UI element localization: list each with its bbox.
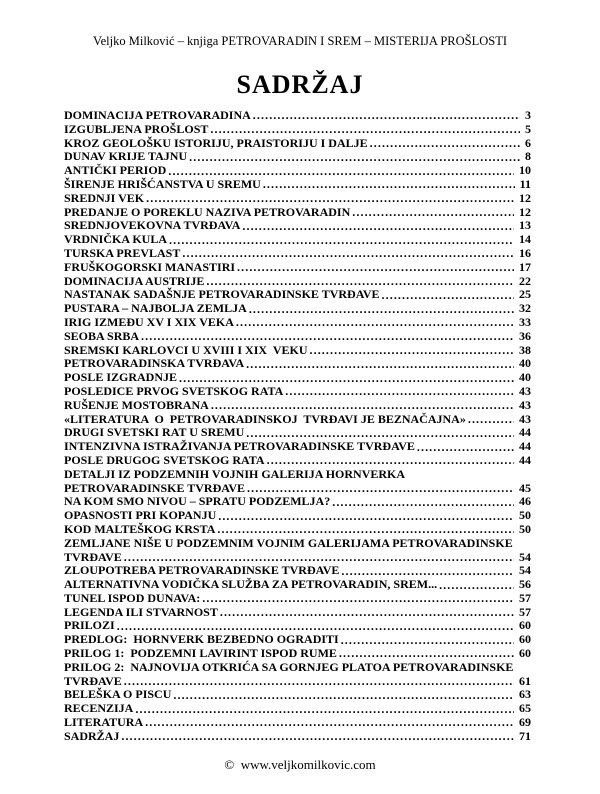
toc-entry-page-number: 25 <box>519 287 531 302</box>
toc-entry-page-number: 40 <box>519 356 531 371</box>
toc-entry <box>64 399 531 413</box>
toc-entry-page-number: 8 <box>525 149 531 164</box>
footer-copyright: © www.veljkomilkovic.com <box>224 756 376 772</box>
toc-entry-title: POSLE DRUGOG SVETSKOG RATA <box>64 452 265 467</box>
dot-leader <box>437 578 516 592</box>
dot-leader <box>339 633 516 647</box>
toc-entry <box>64 288 531 302</box>
toc-entry <box>64 233 531 247</box>
toc-entry-page-number: 61 <box>519 673 531 688</box>
toc-entry-page-number: 60 <box>519 618 531 633</box>
toc-entry-title: SREDNJI VEK <box>64 190 145 205</box>
toc-entry-page-number: 44 <box>519 425 531 440</box>
toc-entry <box>64 551 531 565</box>
toc-entry-title: IRIG IZMEĐU XV I XIX VEKA <box>64 314 234 329</box>
toc-entry-page-number: 17 <box>519 259 531 274</box>
toc-entry <box>64 592 531 606</box>
toc-entry-page-number: 54 <box>519 549 531 564</box>
toc-entry-title: RECENZIJA <box>64 701 134 716</box>
toc-entry <box>64 357 531 371</box>
toc-entry-title: NA KOM SMO NIVOU – SPRATU PODZEMLJA? <box>64 494 331 509</box>
dot-leader <box>283 385 516 399</box>
toc-entry-page-number: 63 <box>519 687 531 702</box>
toc-entry-page-number: 12 <box>519 204 531 219</box>
dot-leader <box>139 330 516 344</box>
dot-leader <box>308 344 517 358</box>
toc-entry-title: DRUGI SVETSKI RAT U SREMU <box>64 425 245 440</box>
dot-leader <box>143 716 516 730</box>
toc-entry <box>64 578 531 592</box>
toc-entry-title: POSLE IZGRADNJE <box>64 370 178 385</box>
toc-entry <box>64 482 531 496</box>
toc-entry <box>64 109 531 123</box>
dot-leader <box>218 606 516 620</box>
dot-leader <box>119 730 516 744</box>
dot-leader <box>133 702 516 716</box>
toc-entry <box>64 440 531 454</box>
toc-entry-page-number: 56 <box>519 577 531 592</box>
toc-entry <box>64 192 531 206</box>
dot-leader <box>122 551 516 565</box>
toc-entry-page-number: 46 <box>519 494 531 509</box>
dot-leader <box>171 688 516 702</box>
toc-entry <box>64 413 531 427</box>
toc-entry <box>64 261 531 275</box>
dot-leader <box>339 564 516 578</box>
dot-leader <box>244 426 516 440</box>
dot-leader <box>144 192 516 206</box>
toc-entry-page-number: 43 <box>519 397 531 412</box>
dot-leader <box>234 316 516 330</box>
toc-entry-page-number: 6 <box>525 135 531 150</box>
toc-entry <box>64 688 531 702</box>
toc-entry <box>64 178 531 192</box>
toc-entry-page-number: 57 <box>519 590 531 605</box>
toc-entry <box>64 619 531 633</box>
toc-entry-page-number: 43 <box>519 383 531 398</box>
dot-leader <box>167 233 516 247</box>
toc-entry-title: ZEMLJANE NIŠE U PODZEMNIM VOJNIM GALERIJAMA PETROVARADINSKE <box>64 535 513 550</box>
toc-entry-page-number: 32 <box>519 301 531 316</box>
toc-entry-title: INTENZIVNA ISTRAŽIVANJA PETROVARADINSKE TVRĐAVE <box>64 439 415 454</box>
toc-entry-title: SEOBA SRBA <box>64 328 140 343</box>
toc-entry <box>64 371 531 385</box>
toc-entry <box>64 454 531 468</box>
toc-entry-title: PREDLOG: HORNVERK BEZBEDNO OGRADITI <box>64 632 339 647</box>
toc-entry-page-number: 12 <box>519 190 531 205</box>
toc-entry <box>64 702 531 716</box>
dot-leader <box>337 647 516 661</box>
dot-leader <box>122 675 516 689</box>
dot-leader <box>177 371 516 385</box>
dot-leader <box>115 619 516 633</box>
page-title: SADRŽAJ <box>236 70 364 99</box>
toc-entry <box>64 137 531 151</box>
toc-entry-page-number: 57 <box>519 604 531 619</box>
toc-entry-page-number: 60 <box>519 646 531 661</box>
toc-entry-title: LITERATURA <box>64 715 144 730</box>
toc-entry-title: BELEŠKA O PISCU <box>64 687 172 702</box>
dot-leader <box>215 523 516 537</box>
toc-entry-title: ANTIČKI PERIOD <box>64 163 167 178</box>
toc-entry-page-number: 3 <box>525 108 531 122</box>
dot-leader <box>415 440 516 454</box>
toc-entry <box>64 385 531 399</box>
toc-entry-title: PREDANJE O POREKLU NAZIVA PETROVARADIN <box>64 204 351 219</box>
toc-entry-page-number: 50 <box>519 508 531 523</box>
toc-entry-page-number: 71 <box>519 728 531 743</box>
toc-entry-page-number: 14 <box>519 232 531 247</box>
toc-entry-page-number: 33 <box>519 314 531 329</box>
dot-leader <box>247 302 516 316</box>
toc-entry-title: LEGENDA ILI STVARNOST <box>64 604 218 619</box>
toc-entry-page-number: 43 <box>519 411 531 426</box>
toc-entry <box>64 730 531 744</box>
toc-entry-title: PETROVARADINSKE TVRĐAVE <box>64 480 246 495</box>
dot-leader <box>187 150 522 164</box>
toc-entry-title: ŠIRENJE HRIŠĆANSTVA U SREMU <box>64 176 261 191</box>
toc-entry <box>64 247 531 261</box>
toc-entry <box>64 302 531 316</box>
toc-entry <box>64 523 531 537</box>
dot-leader <box>216 509 516 523</box>
toc-entry-page-number: 45 <box>519 480 531 495</box>
toc-entry <box>64 606 531 620</box>
toc-entry-page-number: 44 <box>519 452 531 467</box>
running-header: Veljko Milković – knjiga PETROVARADIN I SREM – MISTERIJA PROŠLOSTI <box>92 34 508 48</box>
toc-entry-page-number: 22 <box>519 273 531 288</box>
toc-entry <box>64 150 531 164</box>
toc-entry-title: ZLOUPOTREBA PETROVARADINSKE TVRĐAVE <box>64 563 340 578</box>
dot-leader <box>240 219 516 233</box>
toc-entry <box>64 275 531 289</box>
dot-leader <box>208 123 522 137</box>
dot-leader <box>235 261 516 275</box>
toc-entry-wrap-line <box>64 537 531 551</box>
toc-entry <box>64 509 531 523</box>
toc-entry-title: KROZ GEOLOŠKU ISTORIJU, PRAISTORIJU I DALJE <box>64 135 368 150</box>
toc-entry-title: «LITERATURA O PETROVARADINSKOJ TVRĐAVI JE BEZNAČAJNA» <box>64 411 466 426</box>
toc-entry <box>64 164 531 178</box>
dot-leader <box>166 164 516 178</box>
dot-leader <box>245 482 516 496</box>
toc-entry-title: TVRĐAVE <box>64 673 122 688</box>
dot-leader <box>466 413 516 427</box>
toc-entry-title: TURSKA PREVLAST <box>64 245 181 260</box>
toc-entry-title: DUNAV KRIJE TAJNU <box>64 149 188 164</box>
dot-leader <box>180 247 516 261</box>
toc-entry <box>64 206 531 220</box>
toc-entry-title: TUNEL ISPOD DUNAVA: <box>64 590 201 605</box>
toc-entry-title: SREMSKI KARLOVCI U XVIII I XIX VEKU <box>64 342 308 357</box>
toc-entry-page-number: 10 <box>519 163 531 178</box>
toc-entry-title: RUŠENJE MOSTOBRANA <box>64 397 209 412</box>
toc-entry-title: IZGUBLJENA PROŠLOST <box>64 121 209 136</box>
toc-entry-title: DETALJI IZ PODZEMNIH VOJNIH GALERIJA HORNVERKA <box>64 466 406 481</box>
toc-entry-page-number: 65 <box>519 701 531 716</box>
toc-entry <box>64 633 531 647</box>
toc-entry <box>64 123 531 137</box>
toc-entry <box>64 495 531 509</box>
toc-entry-page-number: 44 <box>519 439 531 454</box>
toc-entry-title: PRILOG 2: NAJNOVIJA OTKRIĆA SA GORNJEG PLATOA PETROVARADINSKE <box>64 659 514 674</box>
toc-entry-page-number: 54 <box>519 563 531 578</box>
toc-entry-title: PETROVARADINSKA TVRĐAVA <box>64 356 245 371</box>
dot-leader <box>251 109 522 123</box>
toc-entry-title: KOD MALTEŠKOG KRSTA <box>64 521 216 536</box>
dot-leader <box>209 399 516 413</box>
dot-leader <box>368 137 522 151</box>
toc-entry <box>64 219 531 233</box>
toc-entry-title: SREDNJOVEKOVNA TVRĐAVA <box>64 218 241 233</box>
dot-leader <box>261 178 517 192</box>
toc-entry-title: NASTANAK SADAŠNJE PETROVARADINSKE TVRĐAVE <box>64 287 380 302</box>
toc-entry-page-number: 16 <box>519 245 531 260</box>
toc-entry-title: POSLEDICE PRVOG SVETSKOG RATA <box>64 383 284 398</box>
toc-entry-title: SADRŽAJ <box>64 728 120 743</box>
toc-entry <box>64 564 531 578</box>
toc-entry-page-number: 5 <box>525 121 531 136</box>
toc-entry <box>64 716 531 730</box>
dot-leader <box>330 495 516 509</box>
toc-entry-wrap-line <box>64 468 531 482</box>
toc-entry <box>64 330 531 344</box>
toc-entry-page-number: 60 <box>519 632 531 647</box>
toc-entry-page-number: 50 <box>519 521 531 536</box>
toc-entry-title: PRILOZI <box>64 618 115 633</box>
toc-entry-title: OPASNOSTI PRI KOPANJU <box>64 508 217 523</box>
toc-entry-title: VRDNIČKA KULA <box>64 232 168 247</box>
toc-entry-page-number: 11 <box>519 176 531 191</box>
toc-entry-wrap-line <box>64 661 531 675</box>
toc-entry-title: FRUŠKOGORSKI MANASTIRI <box>64 259 236 274</box>
table-of-contents <box>0 109 600 744</box>
dot-leader <box>380 288 516 302</box>
toc-entry-page-number: 69 <box>519 715 531 730</box>
dot-leader <box>350 206 516 220</box>
toc-entry <box>64 316 531 330</box>
toc-entry-title: DOMINACIJA AUSTRIJE <box>64 273 205 288</box>
toc-entry <box>64 344 531 358</box>
toc-entry <box>64 675 531 689</box>
dot-leader <box>244 357 516 371</box>
dot-leader <box>265 454 516 468</box>
toc-entry-page-number: 36 <box>519 328 531 343</box>
toc-entry-page-number: 13 <box>519 218 531 233</box>
toc-entry-page-number: 38 <box>519 342 531 357</box>
toc-entry-title: ALTERNATIVNA VODIČKA SLUŽBA ZA PETROVARADIN, SREM... <box>64 577 438 592</box>
toc-entry-title: DOMINACIJA PETROVARADINA <box>64 108 251 122</box>
toc-entry-title: PRILOG 1: PODZEMNI LAVIRINT ISPOD RUME <box>64 646 337 661</box>
dot-leader <box>204 275 516 289</box>
toc-entry-title: TVRĐAVE <box>64 549 122 564</box>
toc-entry-title: PUSTARA – NAJBOLJA ZEMLJA <box>64 301 247 316</box>
toc-entry <box>64 647 531 661</box>
toc-entry-page-number: 40 <box>519 370 531 385</box>
dot-leader <box>200 592 516 606</box>
toc-entry <box>64 426 531 440</box>
